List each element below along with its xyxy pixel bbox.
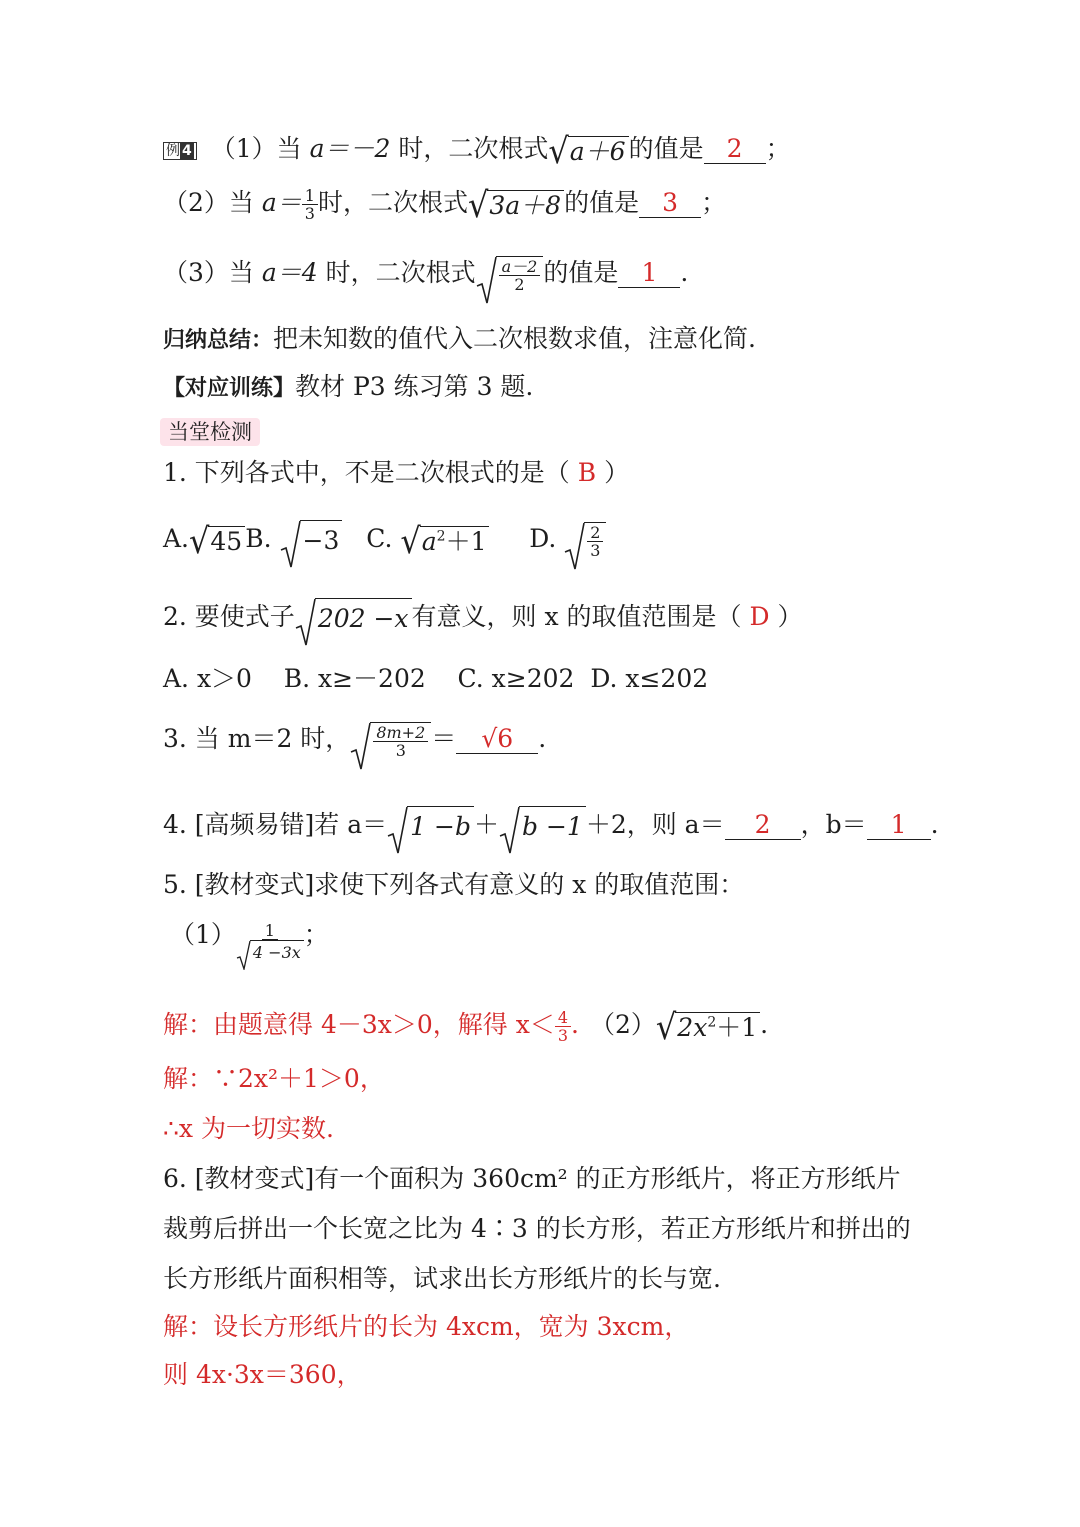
question-2-options: A. x＞0 B. x≥－202 C. x≥202 D. x≤202	[163, 664, 709, 693]
summary: 归纳总结：把未知数的值代入二次根数求值，注意化简.	[163, 324, 756, 353]
question-5-sub2: （2） √ $2x^2+1$ .	[590, 1005, 769, 1048]
question-1-options: A. √ 45 B. −3 C. √ $a^2+1$ D. $\frac{2}{3}$	[163, 520, 606, 561]
answer-blank: 2	[725, 811, 801, 840]
answer-blank: √6	[456, 725, 538, 754]
question-6-solution-line2: 则 4x·3x＝360，	[163, 1360, 362, 1389]
section-tag: 当堂检测	[160, 418, 260, 446]
sqrt-expression: 202 −x	[295, 598, 412, 639]
answer-blank: 2	[704, 135, 766, 164]
sqrt-expression: √ 3a＋8	[468, 189, 564, 221]
question-1-stem: 1. 下列各式中，不是二次根式的是（ B ）	[163, 458, 630, 487]
answer: D	[749, 602, 770, 631]
example-badge: 例 4	[163, 142, 197, 160]
answer-blank: 1	[618, 259, 680, 288]
example4-part2: （2）当 a＝ $\frac{1}{3}$ 时，二次根式 √ 3a＋8 的值是 3 ；	[163, 183, 727, 226]
question-5-solution-2-line1: 解：∵2x²＋1＞0，	[163, 1064, 385, 1093]
fraction: $\frac{1}{3}$	[302, 187, 318, 222]
answer-blank: 1	[867, 811, 931, 840]
training: 【对应训练】教材 P3 练习第 3 题.	[163, 372, 534, 401]
sqrt-expression: √ a＋6	[548, 135, 628, 167]
question-2-stem: 2. 要使式子 202 −x 有意义，则 x 的取值范围是（ D ）	[163, 598, 803, 639]
question-5-sub1: （1） $\frac{1}{4 -3x}$ ；	[170, 918, 329, 965]
question-6-solution-line1: 解：设长方形纸片的长为 4xcm，宽为 3xcm，	[163, 1312, 690, 1341]
sqrt-fraction: $\frac{2}{3}$	[564, 522, 606, 559]
question-5-stem: 5. [教材变式]求使下列各式有意义的 x 的取值范围：	[163, 870, 745, 899]
question-5-solution-1: 解：由题意得 4－3x＞0，解得 x＜ $\frac{4}{3}$ .	[163, 1008, 579, 1045]
question-6-stem: 6. [教材变式]有一个面积为 360cm² 的正方形纸片，将正方形纸片裁剪后拼出一个长宽之比为 4∶3 的长方形，若正方形纸片和拼出的长方形纸片面积相等，试求出长方形纸片的长与宽.	[163, 1164, 911, 1293]
question-4: 4. [高频易错]若 a＝ 1 −b ＋ b −1 ＋2，则 a＝ 2 ，b＝ 1 .	[163, 806, 939, 847]
example4-part3: （3）当 a＝4 时，二次根式 $\frac{a-2}{2}$ 的值是 1 .	[163, 256, 688, 293]
sqrt-fraction: $\frac{a-2}{2}$	[476, 256, 544, 293]
answer-blank: 3	[639, 189, 701, 218]
answer: B	[577, 458, 597, 487]
example4-part1: 例 4 （1）当 a＝－2 时，二次根式 √ a＋6 的值是 2 ；	[163, 132, 791, 167]
question-5-solution-2-line2: ∴x 为一切实数.	[163, 1114, 334, 1143]
sqrt-expression: −3	[280, 520, 343, 561]
question-3: 3. 当 m＝2 时， $\frac{8m+2}{3}$ ＝ √6 .	[163, 722, 546, 759]
sqrt-fraction: $\frac{8m+2}{3}$	[350, 722, 431, 759]
